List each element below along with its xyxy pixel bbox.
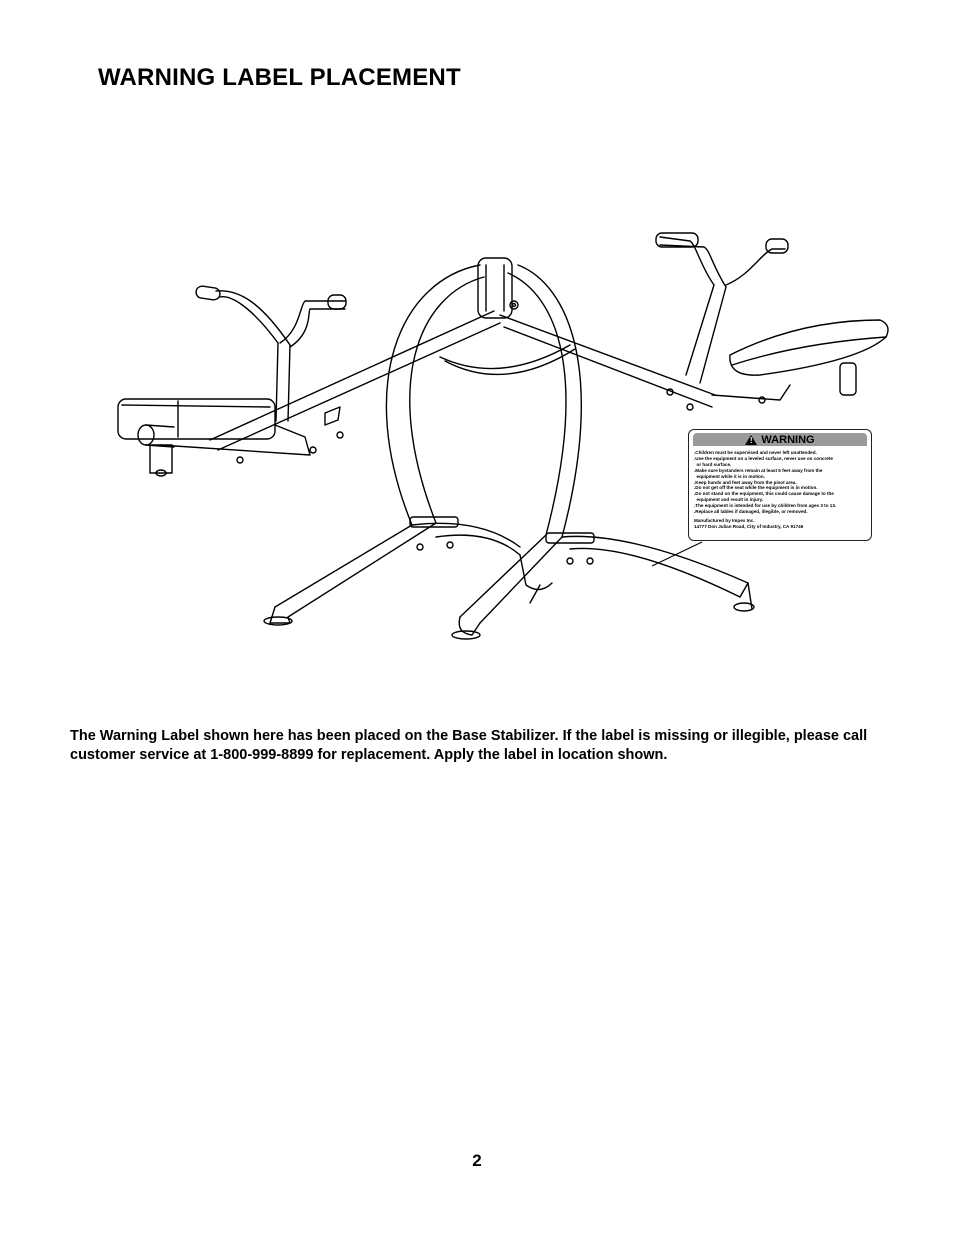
warning-item: .Do not get off the seat while the equipment is in motion. — [694, 485, 818, 491]
warning-manufacturer — [694, 518, 871, 530]
warning-item: .The equipment is intended for use by children from ages 3 to 13. — [694, 503, 837, 509]
warning-item: .Do not stand on the equipment, this could cause damage to the — [694, 491, 834, 497]
warning-triangle-icon — [745, 435, 757, 445]
warning-item: or hard surface. — [694, 461, 732, 467]
manufacturer-name: Manufactured by Impex Inc. — [694, 517, 755, 523]
warning-label — [688, 429, 872, 541]
warning-header-text: WARNING — [761, 433, 815, 446]
warning-item: .Children must be supervised and never left unattended. — [694, 450, 817, 455]
label-leader-line — [650, 540, 710, 570]
warning-header — [693, 433, 867, 446]
warning-item: equipment while it is in motion. — [694, 473, 765, 479]
warning-list — [694, 450, 871, 515]
warning-item: .Make sure bystanders remain at least 5 feet away from the — [694, 467, 823, 473]
page-title: WARNING LABEL PLACEMENT — [98, 64, 461, 91]
body-text: The Warning Label shown here has been placed on the Base Stabilizer. If the label is missing or illegible, please call customer service at 1-800-999-8899 for replacement. Apply the label in location shown. — [70, 728, 868, 763]
manufacturer-address: 14777 Don Julian Road, City of Industry, CA 91746 — [694, 523, 804, 529]
warning-item: equipment and result in injury. — [694, 497, 764, 503]
page-number: 2 — [472, 1151, 482, 1170]
warning-item: .Keep hands and feet away from the pivot area. — [694, 479, 797, 485]
warning-item: .Replace all lables if damaged, illegible, or removed. — [694, 509, 808, 515]
warning-item: .Use the equipment on a leveled surface, never use on concrete — [694, 455, 833, 461]
